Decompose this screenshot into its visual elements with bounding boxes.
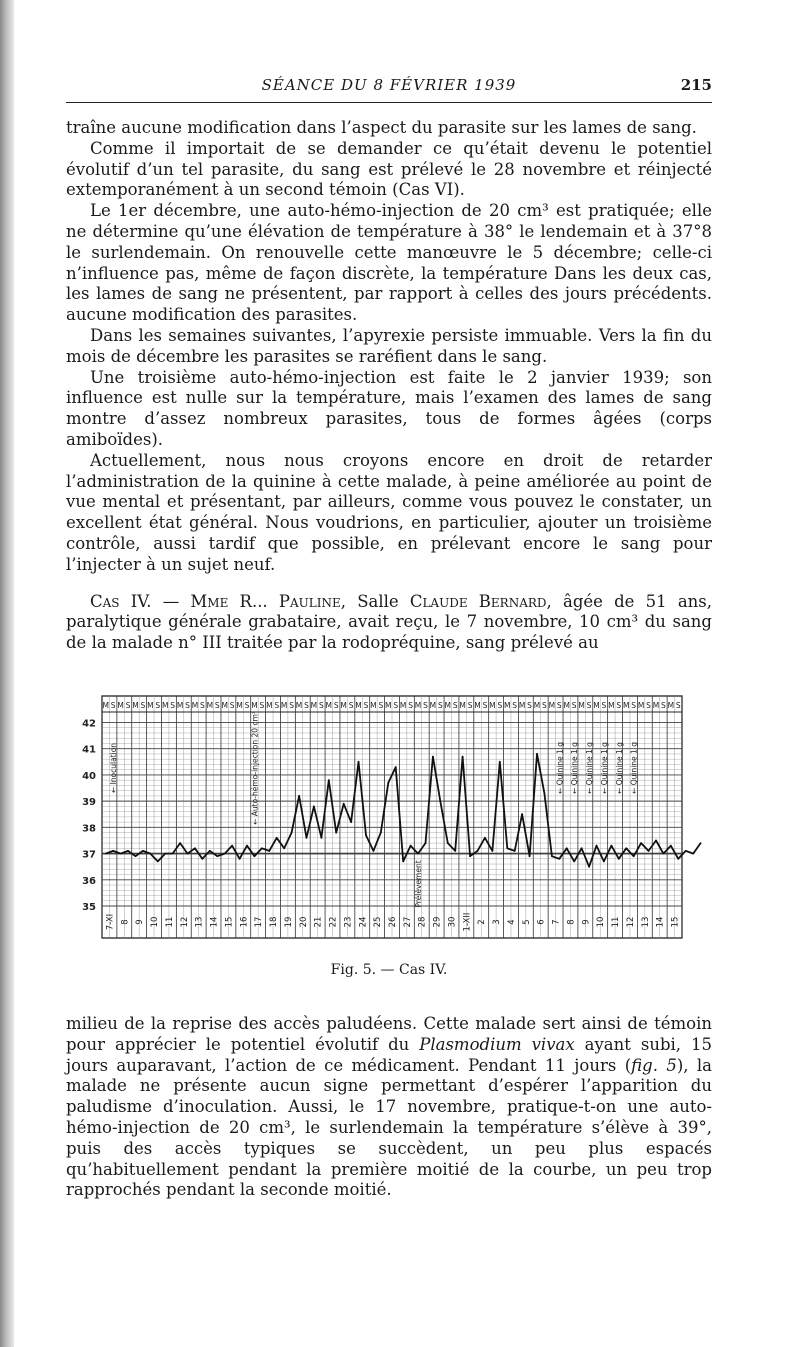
day-label: 14 [209,916,220,928]
day-label: 21 [313,916,324,928]
paragraph-4: Dans les semaines suivantes, l’apyrexie persiste immuable. Vers la fin du mois de décembre les parasites se raréfient dans le sang. [66,325,712,366]
chart-annotation: ← Quinine 1 g [629,742,639,794]
temperature-point [254,855,256,857]
day-label: 7-XI [105,913,116,931]
temperature-point [387,782,389,784]
halfday-header-label: S [333,701,339,710]
temperature-point [395,766,397,768]
halfday-header-label: S [601,701,607,710]
halfday-header-label: M [132,701,139,710]
temperature-point [179,842,181,844]
y-tick-label: 38 [82,823,96,835]
halfday-header-label: S [512,701,518,710]
temperature-point [618,858,620,860]
temperature-point [648,850,650,852]
day-label: 24 [358,916,369,928]
temperature-point [462,756,464,758]
halfday-header-label: M [176,701,184,710]
halfday-header-label: M [280,701,288,710]
temperature-point [521,813,523,815]
para7-a: milieu de la reprise des accès paludéens. Cette malade sert ainsi de témoin pour apprécier le potentiel évolutif du [66,1014,712,1054]
temperature-point [410,845,412,847]
temperature-point [573,861,575,863]
halfday-header-label: M [117,701,124,710]
temperature-point [499,761,501,763]
chart-annotation: ← Inoculation [109,742,119,794]
temperature-point [142,850,144,852]
temperature-point [373,850,375,852]
temperature-point [343,803,345,805]
temperature-point [350,821,352,823]
y-tick-label: 41 [82,744,96,756]
cas-iv-rest: , âgée de 51 ans, paralytique générale grabataire, avait reçu, le 7 novembre, 10 cm³ du sang de la malade n° III traitée par la rodopréquine, sang prélevé au [66,591,712,653]
halfday-header-label: M [504,701,511,710]
halfday-header-label: S [616,701,622,710]
temperature-point [692,853,694,855]
day-label: 12 [179,916,190,928]
temperature-point [484,837,486,839]
paragraph-cas-iv [66,592,712,654]
day-label: 4 [506,919,517,925]
running-title: SÉANCE DU 8 FÉVRIER 1939 [261,76,517,94]
halfday-header-label: S [646,701,651,710]
temperature-point [670,845,672,847]
halfday-header-label: S [363,701,369,710]
halfday-header-label: S [289,701,294,710]
halfday-header-label: S [423,701,428,710]
day-label: 29 [432,916,443,928]
temperature-point [700,842,702,844]
temperature-point [506,847,508,849]
temperature-point [135,855,137,857]
temperature-point [365,834,367,836]
temperature-point [581,847,583,849]
temperature-point [120,853,122,855]
temperature-point [425,842,427,844]
day-label: 13 [640,916,651,928]
halfday-header-label: M [251,701,258,710]
day-label: 2 [477,919,488,925]
day-label: 11 [164,916,175,928]
halfday-header-label: S [214,701,220,710]
day-label: 30 [447,916,458,928]
halfday-header-label: M [236,701,243,710]
cas-iv-lead: Cas IV. — Mme R... [90,591,279,611]
temperature-point [283,847,285,849]
halfday-header-label: M [191,701,199,710]
day-label: 7 [551,919,562,925]
halfday-header-label: S [556,701,562,710]
ward-name: Claude Bernard [409,591,547,611]
species-name: Plasmodium vivax [419,1034,575,1054]
temperature-point [328,779,330,781]
day-label: 8 [120,919,131,925]
day-label: 25 [373,916,384,928]
temperature-point [611,845,613,847]
day-label: 14 [655,916,666,928]
halfday-header-label: S [571,701,577,710]
halfday-header-label: M [474,701,481,710]
temperature-point [313,806,315,808]
halfday-header-label: S [110,701,116,710]
halfday-header-label: M [429,701,437,710]
temperature-point [105,853,107,855]
halfday-header-label: S [348,701,354,710]
temperature-point [112,850,114,852]
halfday-header-label: S [527,701,532,710]
chart-annotation: ← Auto-hémo-injection 20 cm³ [250,711,260,825]
halfday-header-label: M [459,701,466,710]
day-label: 11 [611,916,622,928]
temperature-point [268,850,270,852]
temperature-point [529,855,531,857]
y-tick-label: 42 [82,718,96,730]
halfday-header-label: S [497,701,503,710]
halfday-header-label: S [437,701,443,710]
y-tick-label: 40 [82,770,96,782]
temperature-point [663,853,665,855]
halfday-header-label: M [518,701,526,710]
temperature-point [127,850,129,852]
temperature-point [321,837,323,839]
halfday-header-label: S [170,701,176,710]
halfday-header-label: M [563,701,570,710]
halfday-header-label: M [340,701,347,710]
y-tick-label: 37 [82,849,96,861]
temperature-point [298,795,300,797]
day-label: 28 [417,916,428,928]
halfday-header-label: M [444,701,452,710]
temperature-point [603,861,605,863]
day-label: 13 [194,916,205,928]
temperature-point [469,855,471,857]
halfday-header-label: M [147,701,154,710]
temperature-point [588,866,590,868]
chart-annotation: ← Quinine 1 g [585,742,595,794]
temperature-point [276,837,278,839]
halfday-header-label: M [533,701,541,710]
temperature-point [239,858,241,860]
day-label: 15 [670,916,681,928]
paragraph-2: Comme il importait de se demander ce qu’était devenu le potentiel évolutif d’un tel parasite, du sang est prélevé le 28 novembre et réinjecté extemporanément à un second témoin (Cas VI). [66,138,712,200]
day-label: 10 [150,916,161,928]
halfday-header-label: M [593,701,600,710]
patient-name: Pauline [278,591,341,611]
day-label: 22 [328,916,339,928]
halfday-header-label: M [102,701,109,710]
halfday-header-label: S [661,701,666,710]
temperature-point [551,855,553,857]
temperature-point [202,858,204,860]
temperature-point [536,753,538,755]
temperature-point [566,847,568,849]
halfday-header-label: S [586,701,592,710]
y-tick-label: 35 [82,902,96,913]
temperature-point [358,761,360,763]
temperature-point [172,853,174,855]
halfday-header-label: M [266,701,273,710]
temperature-point [417,853,419,855]
halfday-header-label: M [161,701,169,710]
halfday-header-label: S [140,701,146,710]
chart-annotation: ← Quinine 1 g [570,742,580,794]
temperature-point [209,850,211,852]
halfday-header-label: S [274,701,280,710]
temperature-point [544,792,546,794]
halfday-header-label: S [229,701,235,710]
halfday-header-label: S [378,701,384,710]
body-text-bottom [66,1014,712,1201]
temperature-point [454,850,456,852]
temperature-point [514,850,516,852]
temperature-point [625,847,627,849]
halfday-header-label: M [295,701,303,710]
halfday-header-label: M [652,701,660,710]
figure-caption: Fig. 5. — Cas IV. [330,962,448,978]
temperature-point [447,842,449,844]
halfday-header-label: S [631,701,637,710]
temperature-point [640,842,642,844]
chart-annotation: ← Quinine 1 g [555,742,565,794]
halfday-header-label: S [467,701,473,710]
day-label: 6 [536,919,547,925]
day-label: 27 [402,916,413,928]
day-label: 8 [566,919,577,925]
halfday-header-label: M [637,701,645,710]
day-label: 5 [521,919,532,925]
temperature-point [187,853,189,855]
halfday-header-label: S [675,701,681,710]
halfday-header-label: M [355,701,362,710]
paragraph-5: Une troisième auto-hémo-injection est faite le 2 janvier 1939; son influence est nulle sur la température, mais l’examen des lames de sang montre d’assez nombreux parasites, tous de formes âgées (corps amiboïdes). [66,367,712,449]
halfday-header-label: M [206,701,214,710]
temperature-point [157,861,159,863]
halfday-header-label: M [414,701,422,710]
temperature-point [477,850,479,852]
temperature-point [655,840,657,842]
halfday-header-label: M [399,701,407,710]
day-label: 20 [298,916,309,928]
halfday-header-label: S [393,701,399,710]
temperature-point [380,832,382,834]
day-label: 18 [269,916,280,928]
day-label: 16 [239,916,250,928]
temperature-point [246,845,248,847]
temperature-point [677,858,679,860]
paragraph-1: traîne aucune modification dans l’aspect du parasite sur les lames de sang. [66,118,697,137]
halfday-header-label: M [325,701,333,710]
para7-b: ayant subi, 15 jours auparavant, l’action de ce médicament. Pendant 11 jours ( [66,1034,713,1075]
day-label: 9 [581,919,592,925]
temperature-point [685,850,687,852]
halfday-header-label: S [542,701,547,710]
halfday-header-label: S [304,701,309,710]
halfday-header-label: M [608,701,615,710]
paragraph-6: Actuellement, nous nous croyons encore en droit de retarder l’administration de la quinine à cette malade, à peine améliorée au point de vue mental et présentant, par ailleurs, comme vous pouvez le constater, un excellent état général. Nous voudrions, en particulier, ajouter un troisième contrôle, aussi tardif que possible, en prélevant encore le sang pour l’injecter à un sujet neuf. [66,450,712,574]
temperature-point [291,832,293,834]
day-label: 15 [224,916,235,928]
temperature-point [596,845,598,847]
temperature-point [558,858,560,860]
day-label: 26 [388,916,398,928]
y-tick-label: 39 [82,797,96,809]
day-label: 3 [492,919,503,925]
chart-annotation: Prélèvement [414,860,424,908]
figure-reference: fig. 5 [631,1055,677,1075]
halfday-header-label: S [155,701,161,710]
paragraph-7 [66,1014,712,1201]
temperature-point [194,847,196,849]
temperature-point [492,850,494,852]
halfday-header-label: M [489,701,496,710]
day-label: 23 [343,916,354,928]
temperature-point [432,756,434,758]
temperature-point [306,837,308,839]
halfday-header-label: S [408,701,413,710]
header-rule [66,102,712,103]
halfday-header-label: S [125,701,131,710]
halfday-header-label: M [370,701,377,710]
halfday-header-label: S [185,701,190,710]
temperature-point [231,845,233,847]
temperature-point [149,853,151,855]
temperature-series-line [106,754,701,867]
body-text-top [66,118,712,654]
para7-c: ), la malade ne présente aucun signe permettant d’espérer l’apparition du paludisme d’inoculation. Aussi, le 17 novembre, pratique-t-on une auto-hémo-injection de 20 cm³, le surlendemain la température s’élève à 39°, puis des accès typiques se succèdent, un peu plus espacés qu’habituellement pendant la première moitié de la courbe, un peu trop rapprochés pendant la seconde moitié. [66,1055,712,1200]
temperature-point [261,847,263,849]
temperature-point [224,853,226,855]
temperature-point [633,855,635,857]
day-label: 1-XII [462,912,473,932]
y-tick-label: 36 [82,875,96,887]
day-label: 12 [625,916,636,928]
day-label: 9 [135,919,146,925]
halfday-header-label: M [667,701,675,710]
halfday-header-label: M [221,701,228,710]
halfday-header-label: S [244,701,250,710]
book-spine-shadow [0,0,14,1347]
temperature-chart-svg [60,688,720,946]
day-label: 10 [596,916,607,928]
chart-annotation: ← Quinine 1 g [599,742,609,794]
halfday-header-label: M [310,701,318,710]
temperature-chart [60,688,720,946]
chart-annotation: ← Quinine 1 g [614,742,624,794]
paragraph-3: Le 1er décembre, une auto-hémo-injection de 20 cm³ est pratiquée; elle ne détermine qu’une élévation de température à 38° le lendemain et à 37°8 le surlendemain. On renouvelle cette manœuvre le 5 décembre; celle-ci n’influence pas, même de façon discrète, la température Dans les deux cas, les lames de sang ne présentent, par rapport à celles des jours précédents. aucune modification des parasites. [66,201,712,325]
halfday-header-label: M [622,701,630,710]
cas-iv-mid: , Salle [340,591,410,611]
halfday-header-label: S [452,701,458,710]
page-number: 215 [680,76,712,94]
day-label: 19 [283,916,294,928]
day-label: 17 [254,916,265,928]
halfday-header-label: M [578,701,585,710]
halfday-header-label: S [482,701,488,710]
temperature-point [164,853,166,855]
temperature-point [439,800,441,802]
temperature-point [402,861,404,863]
halfday-header-label: M [385,701,392,710]
temperature-point [216,855,218,857]
halfday-header-label: M [548,701,556,710]
temperature-point [335,832,337,834]
running-header [66,76,712,98]
halfday-header-label: S [259,701,265,710]
halfday-header-label: S [200,701,205,710]
halfday-header-label: S [318,701,324,710]
